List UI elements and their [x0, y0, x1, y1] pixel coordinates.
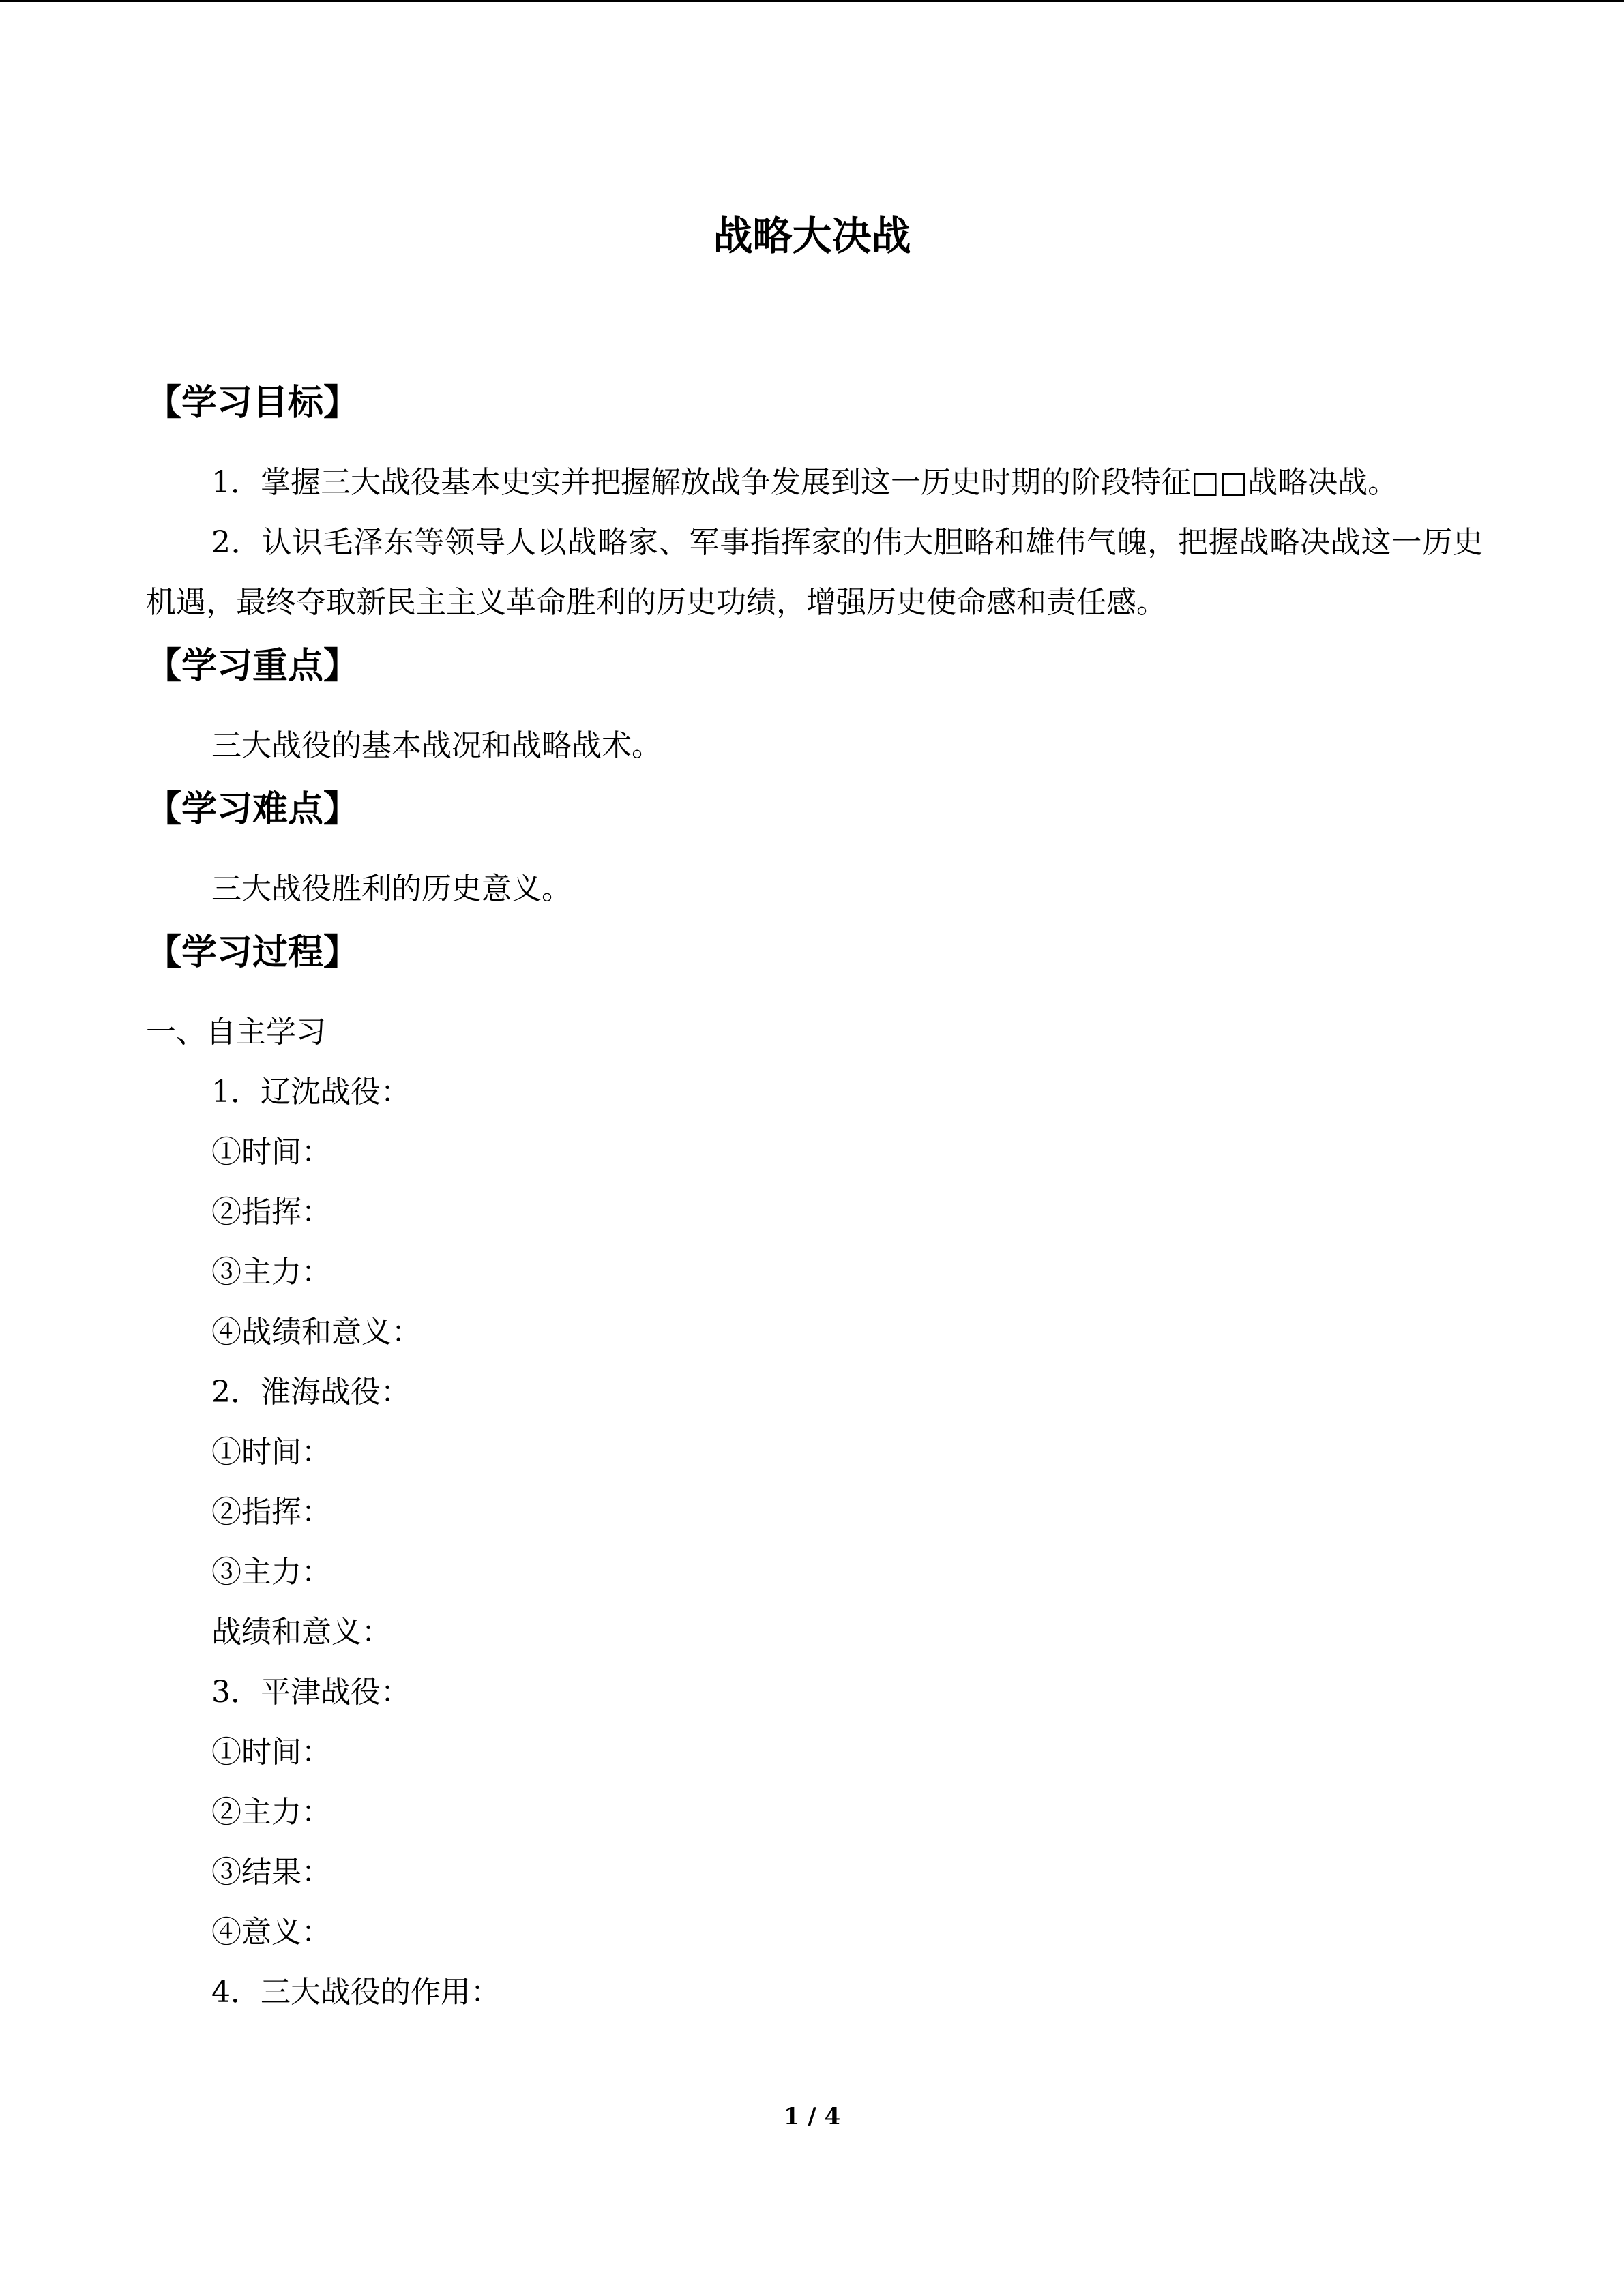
objective-item-1: 1．掌握三大战役基本史实并把握解放战争发展到这一历史时期的阶段特征□□战略决战。 — [211, 465, 1398, 500]
page-number: 1 / 4 — [783, 2103, 841, 2130]
objectives-list — [146, 453, 1483, 633]
key-points-text: 三大战役的基本战况和战略战术。 — [211, 728, 662, 763]
section-heading-objectives: 【学习目标】 — [146, 382, 359, 423]
pingjin-item-force: ②主力： — [211, 1795, 331, 1830]
liaoshen-item-result: ④战绩和意义： — [211, 1315, 422, 1350]
section-heading-difficulties: 【学习难点】 — [146, 788, 359, 830]
section-heading-key-points: 【学习重点】 — [146, 645, 359, 687]
liaoshen-item-force: ③主力： — [211, 1255, 331, 1289]
objective-item-2: 2．认识毛泽东等领导人以战略家、军事指挥家的伟大胆略和雄伟气魄，把握战略决战这一历史机遇，最终夺取新民主主义革命胜利的历史功绩，增强历史使命感和责任感。 — [146, 525, 1483, 620]
pingjin-item-time: ①时间： — [211, 1735, 331, 1770]
section-heading-process: 【学习过程】 — [146, 931, 359, 973]
huaihai-item-result: 战绩和意义： — [211, 1615, 392, 1650]
liaoshen-item-time: ①时间： — [211, 1135, 331, 1169]
difficulties-text: 三大战役胜利的历史意义。 — [211, 871, 572, 906]
liaoshen-item-command: ②指挥： — [211, 1195, 331, 1229]
pingjin-item-meaning: ④意义： — [211, 1915, 331, 1950]
huaihai-item-command: ②指挥： — [211, 1495, 331, 1530]
pingjin-item-result: ③结果： — [211, 1855, 331, 1890]
top-border-rule — [0, 0, 1624, 2]
campaigns-effect-title: 4．三大战役的作用： — [211, 1975, 501, 2010]
huaihai-item-force: ③主力： — [211, 1555, 331, 1590]
liaoshen-title: 1．辽沈战役： — [211, 1075, 411, 1109]
document-title: 战略大决战 — [713, 213, 911, 259]
huaihai-title: 2．淮海战役： — [211, 1375, 411, 1410]
huaihai-item-time: ①时间： — [211, 1435, 331, 1470]
process-part-title: 一、自主学习 — [146, 1015, 326, 1049]
process-body — [146, 1002, 1483, 2023]
pingjin-title: 3．平津战役： — [211, 1675, 411, 1710]
document-body — [146, 379, 1483, 2023]
